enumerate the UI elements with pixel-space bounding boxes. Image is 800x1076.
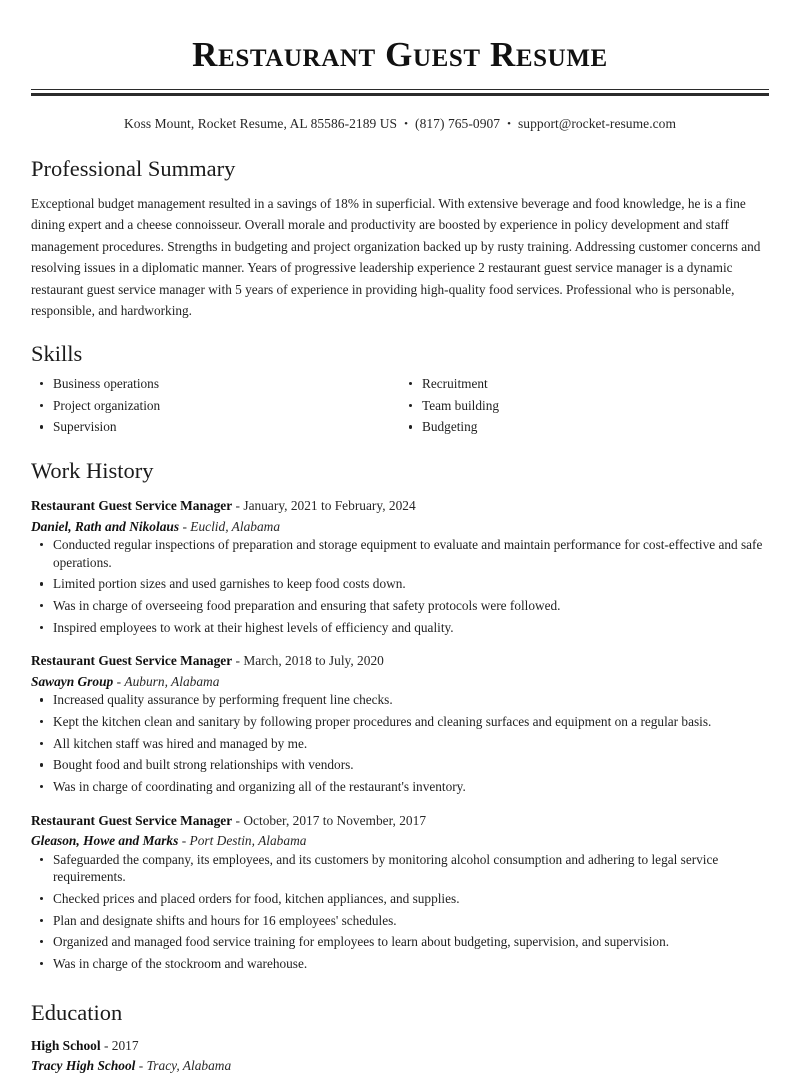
list-item: Was in charge of overseeing food preparation and ensuring that safety protocols were followed. (31, 597, 769, 615)
job-dates: March, 2018 to July, 2020 (243, 653, 384, 669)
list-item: Checked prices and placed orders for food, kitchen appliances, and supplies. (31, 890, 769, 908)
job-title-dash: - (235, 498, 241, 514)
education-degree-line (31, 1036, 769, 1056)
list-item: All kitchen staff was hired and managed by me. (31, 735, 769, 753)
job-bullets-list (31, 691, 769, 795)
section-heading-work-history: Work History (31, 458, 154, 483)
job-company-line (31, 671, 769, 691)
list-item: Team building (400, 397, 769, 415)
job-title-line (31, 651, 769, 670)
list-item: Recruitment (400, 375, 769, 393)
list-item: Safeguarded the company, its employees, and its customers by monitoring alcohol consumption and adhering to legal service requirements. (31, 851, 769, 886)
job-location: Auburn, Alabama (124, 673, 220, 689)
list-item: Business operations (31, 375, 400, 393)
education-location: Tracy, Alabama (146, 1057, 232, 1073)
education-school-line (31, 1056, 769, 1076)
education-entry-1 (31, 1027, 769, 1076)
list-item: Supervision (31, 418, 400, 436)
skills-column-left (31, 375, 400, 440)
work-history-entry-3 (31, 800, 769, 973)
skills-column-right (400, 375, 769, 440)
job-company: Sawayn Group (31, 673, 114, 689)
contact-separator-2: • (507, 117, 511, 130)
section-heading-professional-summary: Professional Summary (31, 156, 236, 182)
job-title-dash: - (235, 812, 241, 828)
job-company-line (31, 830, 769, 850)
work-history-entry-2 (31, 640, 769, 795)
job-title: Restaurant Guest Service Manager (31, 653, 233, 669)
job-location: Port Destin, Alabama (189, 833, 307, 849)
contact-phone[interactable]: (817) 765-0907 (415, 116, 501, 132)
list-item: Organized and managed food service training for employees to learn about budgeting, supervision, and supervision. (31, 933, 769, 951)
contact-address: Koss Mount, Rocket Resume, AL 85586-2189 US (123, 116, 398, 132)
job-company-dash: - (182, 518, 187, 534)
skills-list-right (400, 375, 769, 436)
job-bullets-list (31, 536, 769, 636)
list-item: Inspired employees to work at their highest levels of efficiency and quality. (31, 619, 769, 637)
professional-summary-text: Exceptional budget management resulted in a savings of 18% in superficial. With extensive beverage and food knowledge, he is a fine dining expert and a cheese connoisseur. Overall morale and productivity are boosted by experience in policy development and staff management procedures. Strengths in budgeting and project organization backed up by rusty training. Addressing customer concerns and resolving issues in a diplomatic manner. Years of progressive leadership experience 2 restaurant guest service manager is a dynamic restaurant guest service manager with 5 years of experience in providing high-quality food services. Professional who is personable, responsible, and hardworking. (31, 195, 761, 319)
resume-title: Restaurant Guest Resume (192, 35, 608, 74)
list-item: Plan and designate shifts and hours for 16 employees' schedules. (31, 912, 769, 930)
header-divider (31, 89, 769, 96)
skills-columns (31, 368, 769, 440)
education-degree: High School (31, 1037, 101, 1053)
education-degree-dash: - (103, 1037, 109, 1053)
list-item: Was in charge of the stockroom and warehouse. (31, 955, 769, 973)
job-title: Restaurant Guest Service Manager (31, 812, 233, 828)
contact-separator-1: • (404, 117, 409, 130)
education-school: Tracy High School (31, 1057, 136, 1073)
list-item: Limited portion sizes and used garnishes to keep food costs down. (31, 575, 769, 593)
job-dates: October, 2017 to November, 2017 (243, 812, 427, 828)
contact-line (31, 96, 769, 132)
list-item: Project organization (31, 397, 400, 415)
section-heading-education: Education (31, 999, 123, 1025)
work-history-entry-1 (31, 485, 769, 636)
job-title-dash: - (235, 653, 241, 669)
job-company-dash: - (181, 833, 187, 849)
list-item: Increased quality assurance by performing frequent line checks. (31, 691, 769, 709)
list-item: Was in charge of coordinating and organizing all of the restaurant's inventory. (31, 778, 769, 796)
job-title: Restaurant Guest Service Manager (31, 498, 233, 514)
education-school-dash: - (138, 1057, 144, 1073)
education-year: 2017 (111, 1037, 139, 1053)
list-item: Bought food and built strong relationships with vendors. (31, 756, 769, 774)
section-heading-skills: Skills (31, 340, 83, 366)
job-title-line (31, 496, 769, 515)
contact-email[interactable]: support@rocket-resume.com (518, 116, 677, 132)
job-location: Euclid, Alabama (190, 518, 281, 534)
job-company: Gleason, Howe and Marks (31, 833, 179, 849)
skills-list-left (31, 375, 400, 436)
job-dates: January, 2021 to February, 2024 (243, 498, 416, 514)
job-bullets-list (31, 851, 769, 973)
list-item: Kept the kitchen clean and sanitary by following proper procedures and cleaning surfaces and equipment on a regular basis. (31, 713, 769, 731)
job-company-dash: - (116, 673, 122, 689)
list-item: Budgeting (400, 418, 769, 436)
job-company: Daniel, Rath and Nikolaus (31, 518, 180, 534)
list-item: Conducted regular inspections of preparation and storage equipment to evaluate and maintain performance for cost-effective and safe operations. (31, 536, 769, 571)
job-company-line (31, 516, 769, 536)
job-title-line (31, 811, 769, 830)
